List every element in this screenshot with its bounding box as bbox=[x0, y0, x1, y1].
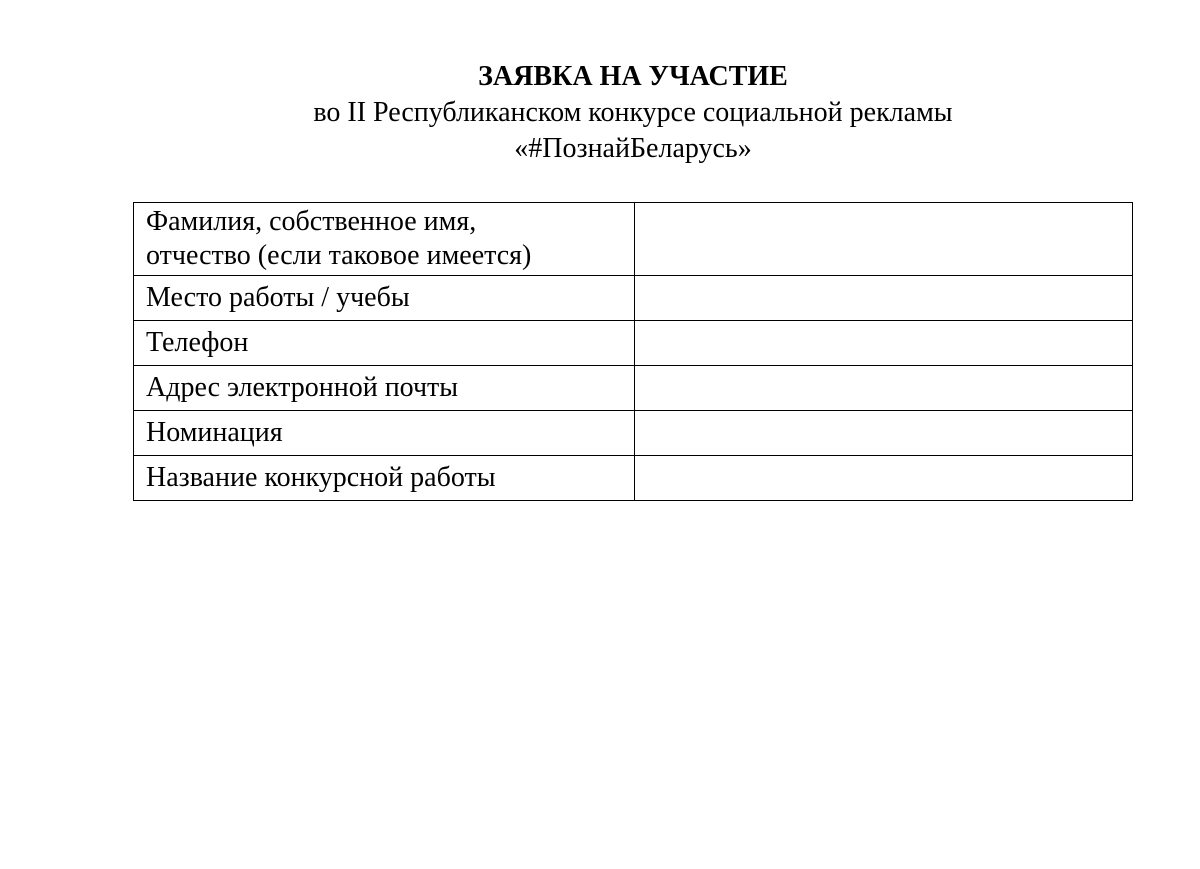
field-value-phone[interactable] bbox=[635, 321, 1133, 366]
table-row bbox=[134, 321, 1133, 366]
field-value-full-name[interactable] bbox=[635, 203, 1133, 276]
field-label-full-name bbox=[134, 203, 635, 276]
field-label-line: Фамилия, собственное имя, bbox=[146, 206, 477, 237]
field-value-nomination[interactable] bbox=[635, 411, 1133, 456]
document-subtitle: во II Республиканском конкурсе социальной рекламы bbox=[313, 97, 953, 128]
field-value-work-title[interactable] bbox=[635, 456, 1133, 501]
field-label-work-title: Название конкурсной работы bbox=[134, 456, 635, 501]
field-label-email: Адрес электронной почты bbox=[134, 366, 635, 411]
field-label-nomination: Номинация bbox=[134, 411, 635, 456]
document-title: ЗАЯВКА НА УЧАСТИЕ bbox=[478, 61, 788, 92]
document-hashtag: «#ПознайБеларусь» bbox=[514, 133, 752, 164]
application-form-table bbox=[133, 202, 1133, 501]
table-row bbox=[134, 203, 1133, 276]
field-value-email[interactable] bbox=[635, 366, 1133, 411]
table-row bbox=[134, 366, 1133, 411]
field-label-line: отчество (если таковое имеется) bbox=[146, 240, 532, 271]
table-row bbox=[134, 276, 1133, 321]
field-label-workplace: Место работы / учебы bbox=[134, 276, 635, 321]
table-row bbox=[134, 411, 1133, 456]
field-value-workplace[interactable] bbox=[635, 276, 1133, 321]
table-row bbox=[134, 456, 1133, 501]
field-label-phone: Телефон bbox=[134, 321, 635, 366]
